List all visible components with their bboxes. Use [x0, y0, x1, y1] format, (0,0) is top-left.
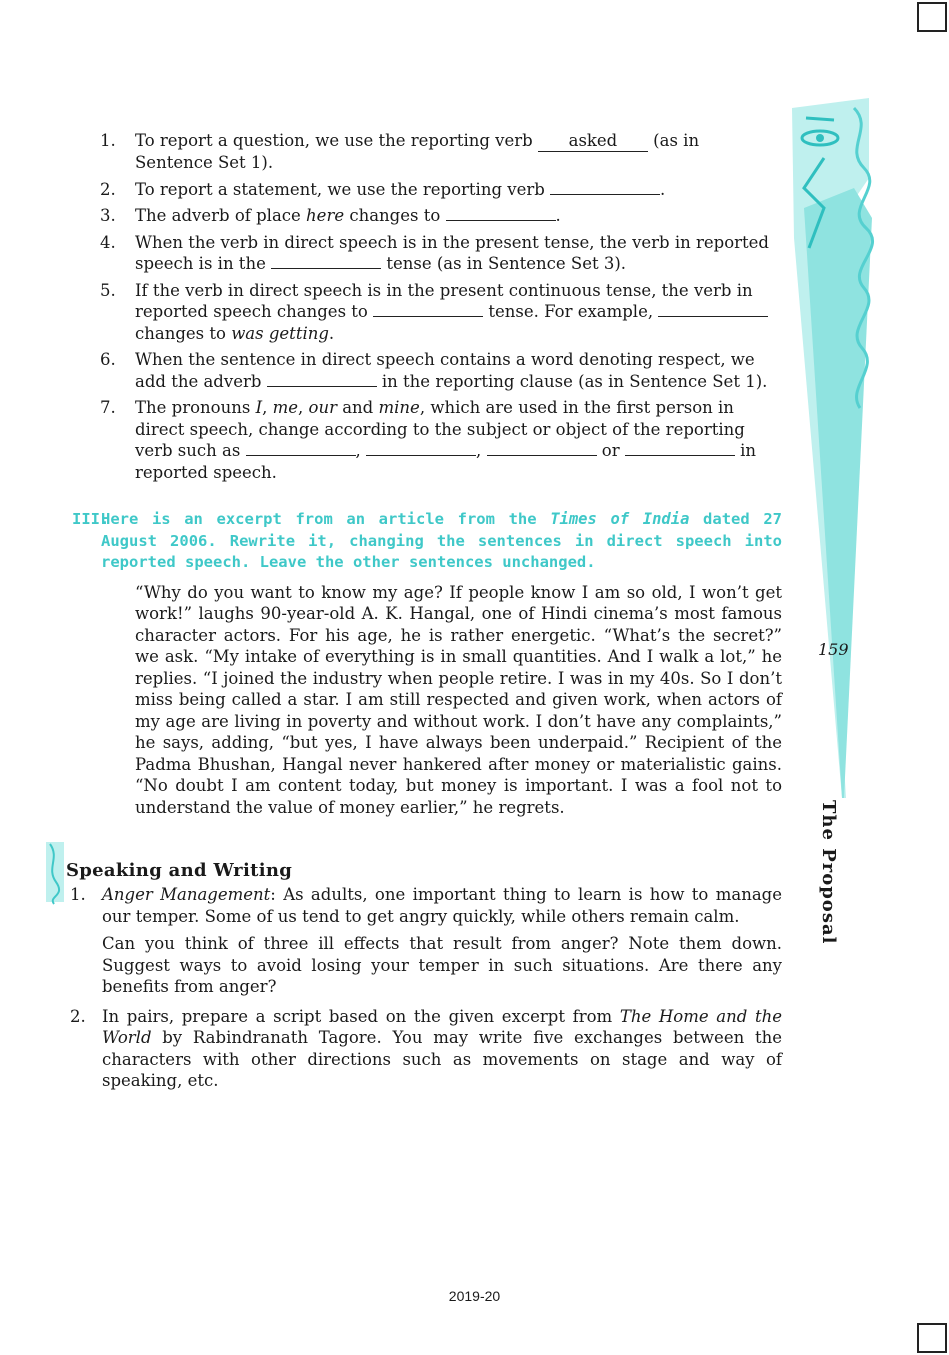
fill-in-blank[interactable]	[487, 455, 597, 456]
italic-text: Anger Management	[102, 885, 271, 904]
item-number: 1.	[70, 885, 86, 904]
item-number: 1.	[100, 131, 116, 150]
page-number: 159	[818, 640, 849, 659]
italic-text: our	[308, 398, 337, 417]
fill-in-blank[interactable]	[246, 455, 356, 456]
decorative-face-banner	[784, 98, 879, 798]
exercise-item	[70, 349, 782, 392]
speaking-writing-item	[70, 1006, 782, 1092]
item-number: 2.	[100, 179, 116, 199]
text-run: by Rabindranath Tagore. You may write five exchanges between the characters with other directions such as movements on stage and way of speaking, etc.	[102, 1028, 782, 1090]
fill-in-blank[interactable]	[271, 268, 381, 269]
item-paragraph	[102, 884, 782, 927]
item-number: 6.	[100, 350, 116, 369]
text-run: The adverb of place	[135, 206, 307, 225]
text-run: ,	[355, 441, 367, 460]
text-run: When the verb in direct speech is in the present tense, the verb in reported speech is in the	[135, 232, 769, 273]
exercise-item	[70, 205, 782, 227]
text-run: in reported speech.	[135, 441, 757, 482]
text-run: : As adults, one important thing to learn is how to manage our temper. Some of us tend to get angry quickly, while others remain calm.	[102, 885, 782, 926]
text-run: If the verb in direct speech is in the present continuous tense, the verb in reported speech changes to	[135, 280, 753, 321]
item-paragraph	[102, 933, 782, 998]
fill-in-blank[interactable]	[446, 220, 556, 221]
item-number: 5.	[100, 280, 116, 300]
section-instruction	[101, 509, 782, 574]
text-run: tense. For example,	[483, 302, 659, 321]
exercise-item	[70, 232, 782, 275]
text-run: in the reporting clause (as in Sentence Set 1).	[376, 371, 768, 391]
section-roman-numeral: III.	[72, 510, 110, 528]
item-number: 2.	[70, 1006, 86, 1026]
speaking-writing-list	[70, 884, 782, 1092]
exercise-list	[70, 130, 782, 483]
item-number: 3.	[100, 206, 116, 225]
item-number: 4.	[100, 232, 116, 252]
text-run: In pairs, prepare a script based on the given excerpt from	[102, 1006, 620, 1026]
italic-text: here	[306, 206, 345, 225]
text-run: When the sentence in direct speech contains a word denoting respect, we add the adverb	[135, 350, 755, 391]
section-heading: Speaking and Writing	[66, 860, 293, 881]
text-run: Can you think of three ill effects that result from anger? Note them down. Suggest ways to avoid losing your temper in such situations. Are there any benefits from anger?	[102, 934, 782, 996]
text-run: To report a question, we use the reporting verb	[135, 131, 538, 150]
text-run: tense (as in Sentence Set 3).	[381, 254, 627, 273]
italic-text: I	[255, 398, 263, 417]
article-excerpt: “Why do you want to know my age? If people know I am so old, I won’t get work!” laughs 90-year-old A. K. Hangal, one of Hindi cinema’s most famous character actors. For his age, he is rather energetic. “What’s the secret?” we ask. “My intake of everything is in small quantities. And I walk a lot,” he replies. “I joined the industry when people retire. I was in my 40s. So I don’t miss being called a star. I am still respected and given work, when actors of my age are living in poverty and without work. I don’t have any complaints,” he says, adding, “but yes, I have always been underpaid.” Recipient of the Padma Bhushan, Hangal never hankered after money or materialistic gains. “No doubt I am content today, but money is important. I was a fool not to understand the value of money earlier,” he regrets.	[135, 582, 782, 817]
exercise-item	[70, 130, 782, 174]
exercise-item	[70, 397, 782, 483]
speaking-writing-item	[70, 884, 782, 998]
exercise-item	[70, 179, 782, 201]
text-run: , which are used in the first person in direct speech, change according to the subject or object of the reporting verb such as	[135, 398, 745, 460]
fill-in-blank[interactable]	[267, 386, 377, 387]
italic-text: was getting	[231, 323, 329, 343]
text-run: .	[328, 323, 335, 343]
text-run: changes to	[135, 323, 232, 343]
italic-text: mine	[378, 398, 420, 417]
italic-text: Times of India	[550, 510, 690, 528]
item-paragraph	[102, 1006, 782, 1092]
text-run: To report a statement, we use the reporting verb	[135, 179, 551, 199]
crop-mark-top	[917, 2, 947, 32]
italic-text: The Home and the World	[102, 1006, 783, 1047]
page-content	[66, 130, 783, 1100]
speaking-writing-heading	[66, 844, 782, 884]
text-run: .	[555, 206, 561, 225]
crop-mark-bottom	[917, 1323, 947, 1353]
text-run: ,	[476, 441, 487, 460]
text-run: and	[336, 398, 379, 417]
exercise-item	[70, 280, 782, 345]
text-run: or	[596, 441, 625, 460]
text-run: .	[660, 179, 666, 199]
text-run: The pronouns	[135, 398, 256, 417]
fill-in-blank[interactable]	[373, 316, 483, 317]
fill-in-blank[interactable]	[625, 455, 735, 456]
text-run: ,	[262, 398, 273, 417]
section-three	[70, 509, 782, 818]
text-run: changes to	[344, 206, 446, 225]
italic-text: me	[272, 398, 299, 417]
item-number: 7.	[100, 398, 116, 417]
text-run: Here is an excerpt from an article from the	[101, 510, 551, 528]
fill-in-blank[interactable]	[550, 194, 660, 195]
fill-in-blank[interactable]: asked	[538, 133, 648, 152]
fill-in-blank[interactable]	[366, 455, 476, 456]
side-chapter-title: The Proposal	[818, 800, 839, 945]
fill-in-blank[interactable]	[658, 316, 768, 317]
text-run: (as in Sentence Set 1).	[135, 131, 700, 172]
footer-year: 2019-20	[448, 1288, 501, 1304]
text-run: dated 27 August 2006. Rewrite it, changing the sentences in direct speech into reported speech. Leave the other sentences unchanged.	[101, 510, 782, 571]
text-run: ,	[298, 398, 309, 417]
